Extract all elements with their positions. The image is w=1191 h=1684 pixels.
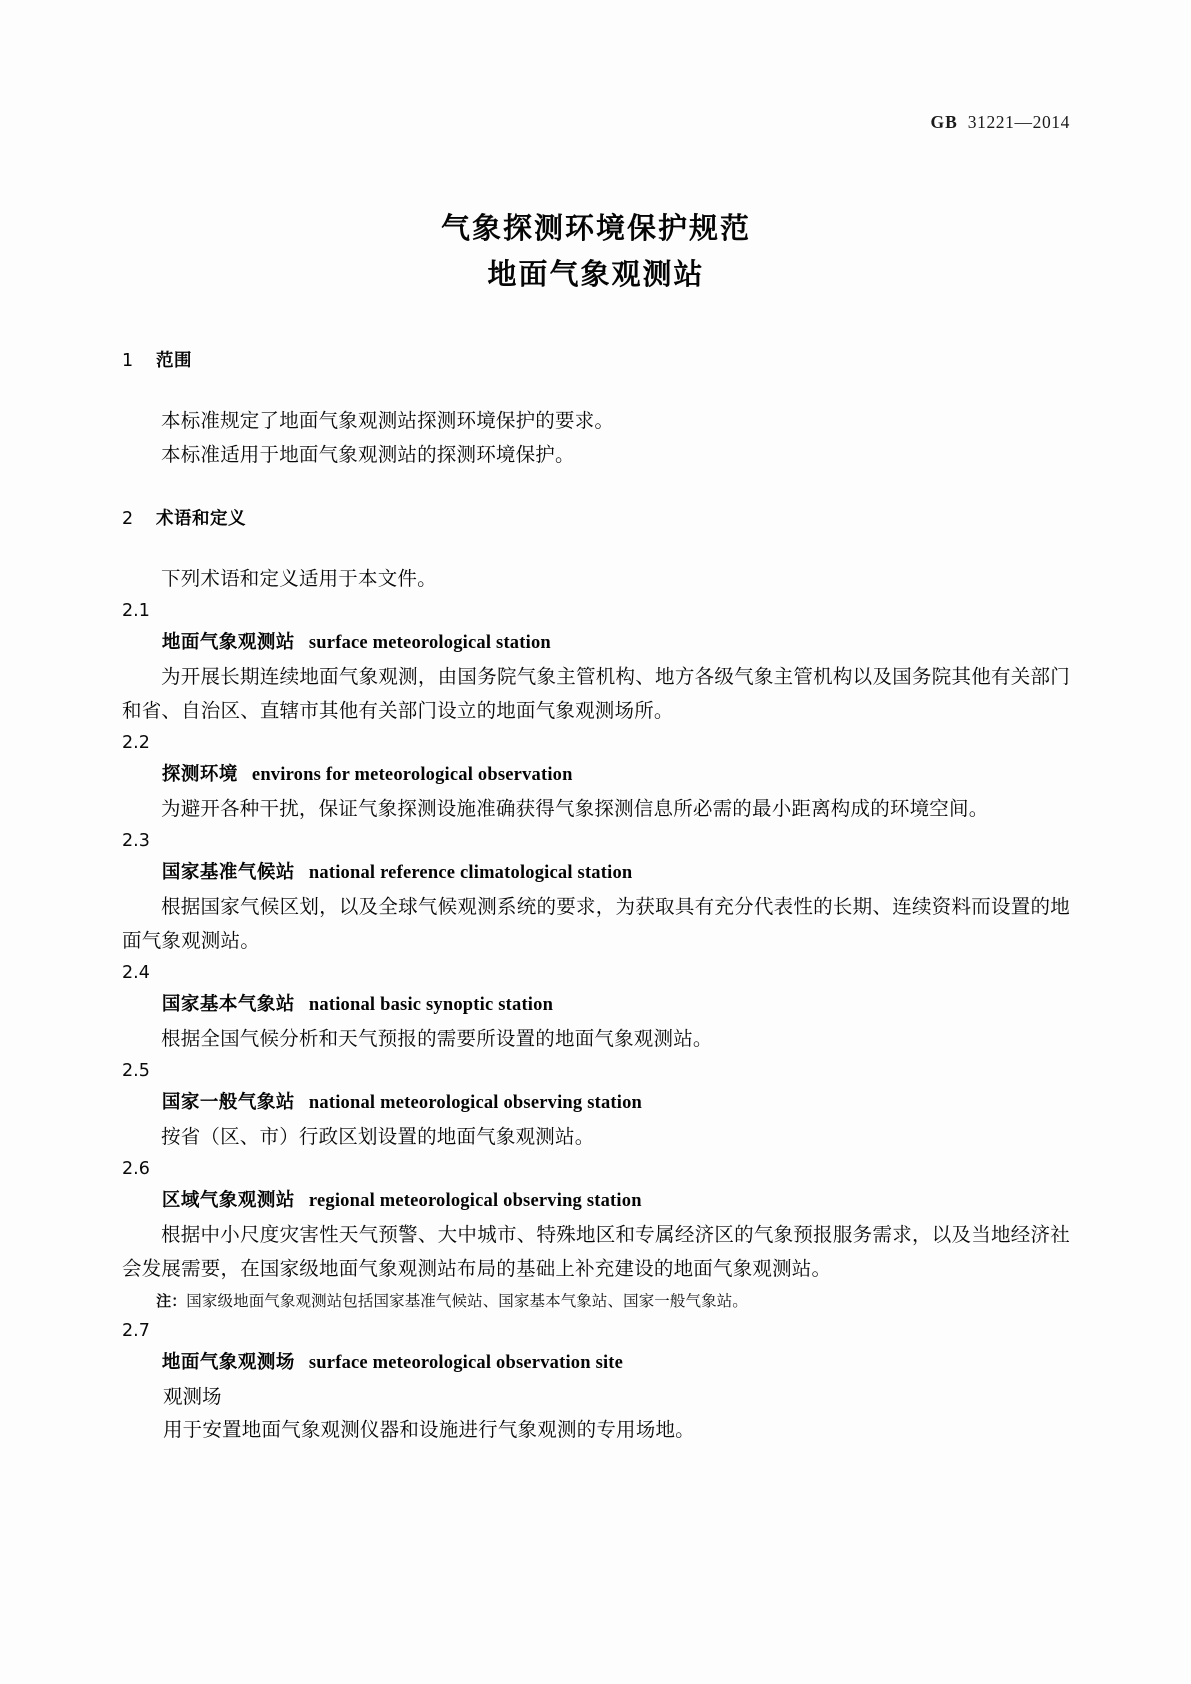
document-title — [122, 205, 1070, 297]
term-name-cn-2-3: 国家基准气候站 — [161, 862, 295, 883]
section-1-paragraph-1: 本标准规定了地面气象观测站探测环境保护的要求。 — [161, 409, 615, 432]
term-name-cn-2-6: 区域气象观测站 — [161, 1190, 295, 1211]
section-2-heading — [122, 506, 1070, 532]
document-body — [122, 348, 1070, 1447]
term-name-en-2-3: national reference climatological station — [308, 863, 633, 883]
clause-number-2-5: 2.5 — [122, 1061, 150, 1081]
term-line-2-3 — [122, 856, 1070, 890]
term-name-cn-2-7: 地面气象观测场 — [161, 1352, 295, 1373]
clause-number-2-1: 2.1 — [122, 601, 150, 621]
clause-number-2-6: 2.6 — [122, 1159, 150, 1179]
term-definition-2-4: 根据全国气候分析和天气预报的需要所设置的地面气象观测站。 — [161, 1027, 713, 1050]
clause-number-2-3: 2.3 — [122, 831, 150, 851]
section-1-paragraph-2: 本标准适用于地面气象观测站的探测环境保护。 — [161, 443, 575, 466]
term-name-cn-2-5: 国家一般气象站 — [161, 1092, 295, 1113]
term-name-cn-2-4: 国家基本气象站 — [161, 994, 295, 1015]
section-2-number: 2 — [122, 509, 134, 529]
section-1-heading — [122, 348, 1070, 374]
standard-prefix: GB — [930, 112, 958, 132]
clause-number-2-7: 2.7 — [122, 1321, 150, 1341]
term-entry-2-6 — [122, 1154, 1070, 1316]
term-name-en-2-1: surface meteorological station — [308, 633, 551, 653]
term-entry-2-7 — [122, 1316, 1070, 1447]
note-label: 注： — [156, 1292, 187, 1310]
term-line-2-6 — [122, 1184, 1070, 1218]
term-line-2-5 — [122, 1086, 1070, 1120]
term-name-en-2-2: environs for meteorological observation — [251, 765, 573, 785]
document-title-line-1: 气象探测环境保护规范 — [440, 211, 751, 245]
term-name-en-2-4: national basic synoptic station — [308, 995, 554, 1015]
term-definition-2-2: 为避开各种干扰，保证气象探测设施准确获得气象探测信息所必需的最小距离构成的环境空间。 — [161, 797, 989, 820]
note-text: 国家级地面气象观测站包括国家基准气候站、国家基本气象站、国家一般气象站。 — [186, 1292, 748, 1310]
term-note-2-6 — [122, 1286, 1070, 1316]
clause-number-2-4: 2.4 — [122, 963, 150, 983]
term-entry-2-5 — [122, 1056, 1070, 1154]
section-1-title: 范围 — [156, 351, 192, 371]
section-2 — [122, 506, 1070, 596]
term-name-cn-2-2: 探测环境 — [161, 764, 238, 785]
term-alt-name-2-7: 观测场 — [162, 1385, 222, 1408]
term-line-2-4 — [122, 988, 1070, 1022]
term-name-en-2-5: national meteorological observing station — [308, 1093, 643, 1113]
term-entry-2-1 — [122, 596, 1070, 728]
term-name-en-2-6: regional meteorological observing station — [308, 1191, 642, 1211]
term-entry-2-3 — [122, 826, 1070, 958]
term-name-cn-2-1: 地面气象观测站 — [161, 632, 295, 653]
term-line-2-7 — [122, 1346, 1070, 1380]
term-line-2-1 — [122, 626, 1070, 660]
term-definition-2-3: 根据国家气候区划，以及全球气候观测系统的要求，为获取具有充分代表性的长期、连续资料而设置的地面气象观测站。 — [122, 895, 1070, 952]
term-definition-2-7: 用于安置地面气象观测仪器和设施进行气象观测的专用场地。 — [162, 1418, 695, 1441]
document-title-line-2: 地面气象观测站 — [487, 257, 705, 291]
term-definition-2-1: 为开展长期连续地面气象观测，由国务院气象主管机构、地方各级气象主管机构以及国务院其他有关部门和省、自治区、直辖市其他有关部门设立的地面气象观测场所。 — [122, 665, 1070, 722]
term-name-en-2-7: surface meteorological observation site — [308, 1353, 624, 1373]
term-entry-2-4 — [122, 958, 1070, 1056]
standard-number: 31221—2014 — [967, 112, 1070, 132]
section-2-title: 术语和定义 — [156, 509, 246, 529]
section-1-number: 1 — [122, 351, 134, 371]
section-1 — [122, 348, 1070, 472]
term-definition-2-6: 根据中小尺度灾害性天气预警、大中城市、特殊地区和专属经济区的气象预报服务需求，以及当地经济社会发展需要，在国家级地面气象观测站布局的基础上补充建设的地面气象观测站。 — [122, 1223, 1070, 1280]
section-2-paragraph-1: 下列术语和定义适用于本文件。 — [161, 567, 437, 590]
term-line-2-2 — [122, 758, 1070, 792]
running-header — [122, 112, 1070, 133]
term-definition-2-5: 按省（区、市）行政区划设置的地面气象观测站。 — [161, 1125, 595, 1148]
clause-number-2-2: 2.2 — [122, 733, 150, 753]
term-entry-2-2 — [122, 728, 1070, 826]
